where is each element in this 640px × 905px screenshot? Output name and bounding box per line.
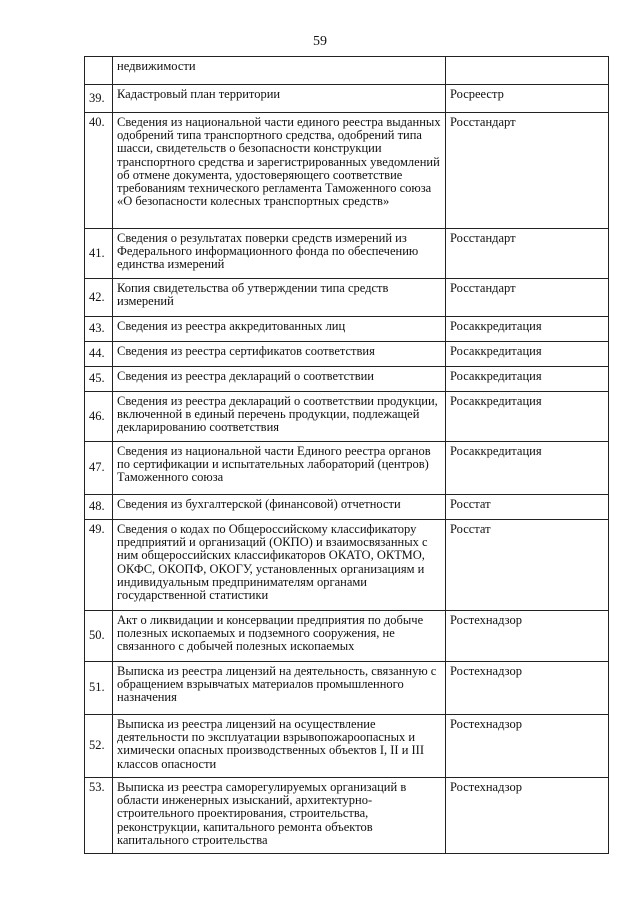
table-row [85, 367, 609, 392]
document-name: Выписка из реестра лицензий на осуществление деятельности по эксплуатации взрывопожароопасных и химически опасных производственных объектов I, II и III классов опасности [113, 715, 446, 778]
row-number: 41. [85, 229, 113, 279]
document-name: Сведения из реестра сертификатов соответствия [113, 342, 446, 367]
table-row [85, 611, 609, 662]
document-name: Акт о ликвидации и консервации предприятия по добыче полезных ископаемых и подземного сооружения, не связанного с добычей полезных ископаемых [113, 611, 446, 662]
row-number: 43. [85, 317, 113, 342]
responsible-agency: Ростехнадзор [446, 778, 609, 854]
row-number: 53. [85, 778, 113, 854]
table-row [85, 279, 609, 317]
responsible-agency: Ростехнадзор [446, 611, 609, 662]
table-row [85, 442, 609, 495]
table-row [85, 495, 609, 520]
document-name: Выписка из реестра лицензий на деятельность, связанную с обращением взрывчатых материалов промышленного назначения [113, 662, 446, 715]
row-number: 46. [85, 392, 113, 442]
row-number: 40. [85, 113, 113, 229]
responsible-agency: Ростехнадзор [446, 715, 609, 778]
document-name: Сведения из реестра аккредитованных лиц [113, 317, 446, 342]
page-number: 59 [313, 34, 327, 49]
row-number: 47. [85, 442, 113, 495]
document-name: Копия свидетельства об утверждении типа средств измерений [113, 279, 446, 317]
row-number: 42. [85, 279, 113, 317]
document-name: недвижимости [113, 57, 446, 85]
row-number [85, 57, 113, 85]
responsible-agency: Росстандарт [446, 279, 609, 317]
responsible-agency: Росаккредитация [446, 317, 609, 342]
document-name: Выписка из реестра саморегулируемых организаций в области инженерных изысканий, архитектурно-строительного проектирования, строительства, реконструкции, капитального ремонта объектов капитального строительства [113, 778, 446, 854]
table-row [85, 113, 609, 229]
table-row [85, 229, 609, 279]
table-row [85, 57, 609, 85]
table-row [85, 85, 609, 113]
responsible-agency: Росаккредитация [446, 367, 609, 392]
document-name: Сведения из реестра деклараций о соответствии [113, 367, 446, 392]
row-number: 50. [85, 611, 113, 662]
table-row [85, 317, 609, 342]
responsible-agency: Ростехнадзор [446, 662, 609, 715]
document-name: Сведения из национальной части единого реестра выданных одобрений типа транспортного средства, одобрений типа шасси, свидетельств о безопасности конструкции транспортного средства и зарегистрированных уведомлений об отмене документа, удостоверяющего соответствие требованиям технического регламента Таможенного союза «О безопасности колесных транспортных средств» [113, 113, 446, 229]
table-row [85, 520, 609, 611]
table-row [85, 715, 609, 778]
services-table [84, 56, 609, 854]
document-name: Кадастровый план территории [113, 85, 446, 113]
responsible-agency: Росреестр [446, 85, 609, 113]
responsible-agency: Росаккредитация [446, 442, 609, 495]
document-name: Сведения из бухгалтерской (финансовой) отчетности [113, 495, 446, 520]
row-number: 39. [85, 85, 113, 113]
row-number: 49. [85, 520, 113, 611]
document-name: Сведения о кодах по Общероссийскому классификатору предприятий и организаций (ОКПО) и взаимосвязанных с ним общероссийских классификаторов ОКАТО, ОКТМО, ОКФС, ОКОПФ, ОКОГУ, установленных организациям и индивидуальным предпринимателям органами государственной статистики [113, 520, 446, 611]
row-number: 45. [85, 367, 113, 392]
table-row [85, 662, 609, 715]
row-number: 48. [85, 495, 113, 520]
table-row [85, 342, 609, 367]
responsible-agency: Росаккредитация [446, 392, 609, 442]
table-row [85, 392, 609, 442]
responsible-agency: Росстат [446, 520, 609, 611]
responsible-agency [446, 57, 609, 85]
row-number: 44. [85, 342, 113, 367]
responsible-agency: Росаккредитация [446, 342, 609, 367]
responsible-agency: Росстандарт [446, 113, 609, 229]
responsible-agency: Росстат [446, 495, 609, 520]
document-name: Сведения о результатах поверки средств измерений из Федерального информационного фонда по обеспечению единства измерений [113, 229, 446, 279]
row-number: 52. [85, 715, 113, 778]
responsible-agency: Росстандарт [446, 229, 609, 279]
row-number: 51. [85, 662, 113, 715]
document-name: Сведения из реестра деклараций о соответствии продукции, включенной в единый перечень продукции, подлежащей декларированию соответствия [113, 392, 446, 442]
table-body [85, 57, 609, 854]
document-name: Сведения из национальной части Единого реестра органов по сертификации и испытательных лабораторий (центров) Таможенного союза [113, 442, 446, 495]
table-row [85, 778, 609, 854]
